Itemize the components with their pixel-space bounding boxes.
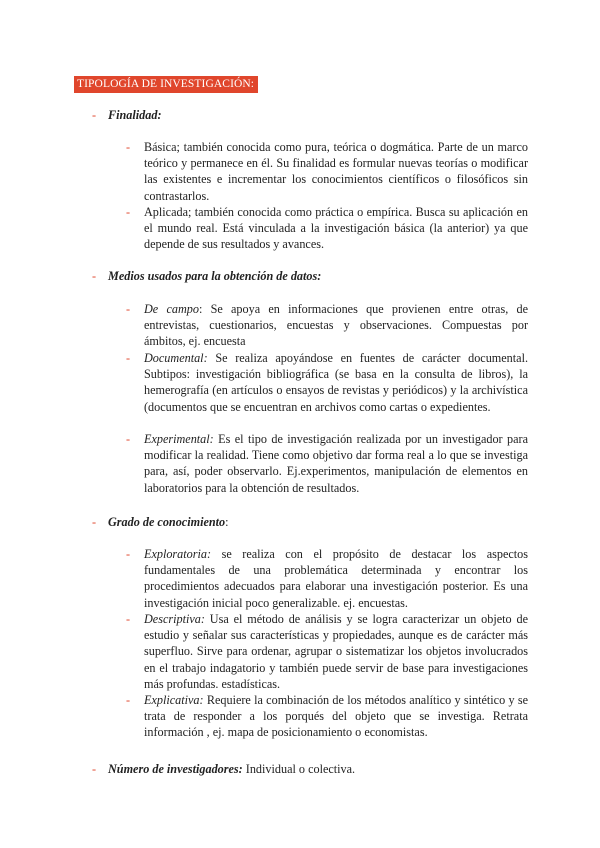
list-item [126, 546, 528, 611]
bullet-dash: - [92, 108, 97, 122]
bullet-dash: - [126, 302, 131, 316]
bullet-dash: - [126, 140, 131, 154]
bullet-dash: - [92, 515, 97, 529]
bullet-dash: - [126, 547, 131, 561]
item-text: Requiere la combinación de los métodos analítico y sintético y se trata de responder a los porqués del objeto que se investiga. Retrata información , ej. mapa de posicionamiento o economistas. [144, 693, 528, 740]
item-label: Documental: [144, 351, 208, 365]
section-heading: Grado de conocimiento [108, 515, 226, 529]
list-item [126, 431, 528, 496]
heading-suffix: : [225, 515, 229, 529]
list-item [126, 692, 528, 741]
section-heading: Finalidad: [108, 108, 162, 122]
heading-text: Individual o colectiva. [242, 762, 356, 776]
item-text: se realiza con el propósito de destacar los aspectos fundamentales de una problemática determinada y encontrar los procedimientos adecuados para elaborar una investigación posterior. Es una investigación inicial poco generalizable. ej. encuestas. [144, 547, 528, 610]
item-label: Descriptiva: [144, 612, 205, 626]
bullet-dash: - [126, 432, 131, 446]
page-title: TIPOLOGÍA DE INVESTIGACIÓN: [74, 76, 258, 93]
item-text: Se realiza apoyándose en fuentes de carácter documental. Subtipos: investigación bibliográfica (se basa en la consulta de libros), la hemerografía (en artículos o ensayos de revistas y periódicos) y la archivística (documentos que se encuentran en archivos como cartas o expedientes. [144, 351, 528, 414]
list-item [126, 204, 528, 253]
item-label: De campo [144, 302, 199, 316]
list-item [126, 301, 528, 350]
item-label: Exploratoria: [144, 547, 212, 561]
bullet-dash: - [126, 612, 131, 626]
list-item [126, 611, 528, 692]
item-text: Usa el método de análisis y se logra caracterizar un objeto de estudio y señalar sus características y propiedades, aunque es de carácter más superfluo. Sirve para ordenar, agrupar o sistematizar los objetos involucrados en el trabajo indagatorio y también puede servir de base para investigaciones más profundas. estadísticas. [144, 612, 528, 691]
bullet-dash: - [126, 205, 131, 219]
item-text: : Se apoya en informaciones que provienen entre otras, de entrevistas, cuestionarios, encuestas y observaciones. Compuestas por ámbitos, ej. encuesta [144, 302, 528, 349]
bullet-dash: - [126, 693, 131, 707]
item-text: Básica; también conocida como pura, teórica o dogmática. Parte de un marco teórico y permanece en él. Su finalidad es formular nuevas teorías o modificar las existentes e incrementar los conocimientos científicos o filosóficos sin contrastarlos. [144, 140, 528, 203]
list-item [126, 350, 528, 415]
section-heading: Número de investigadores: [108, 762, 243, 776]
item-label: Explicativa: [144, 693, 204, 707]
section-heading: Medios usados para la obtención de datos: [108, 269, 322, 283]
list-item [126, 139, 528, 204]
item-text: Aplicada; también conocida como práctica o empírica. Busca su aplicación en el mundo real. Está vinculada a la investigación básica (la anterior) ya que depende de sus resultados y avances. [144, 205, 528, 252]
item-label: Experimental: [144, 432, 214, 446]
bullet-dash: - [92, 269, 97, 283]
bullet-dash: - [92, 762, 97, 776]
bullet-dash: - [126, 351, 131, 365]
item-text: Es el tipo de investigación realizada por un investigador para modificar la realidad. Tiene como objetivo dar forma real a lo que se investiga para, así, poder observarlo. Ej.experimentos, manipulación de elementos en laboratorios para la obtención de resultados. [144, 432, 528, 495]
